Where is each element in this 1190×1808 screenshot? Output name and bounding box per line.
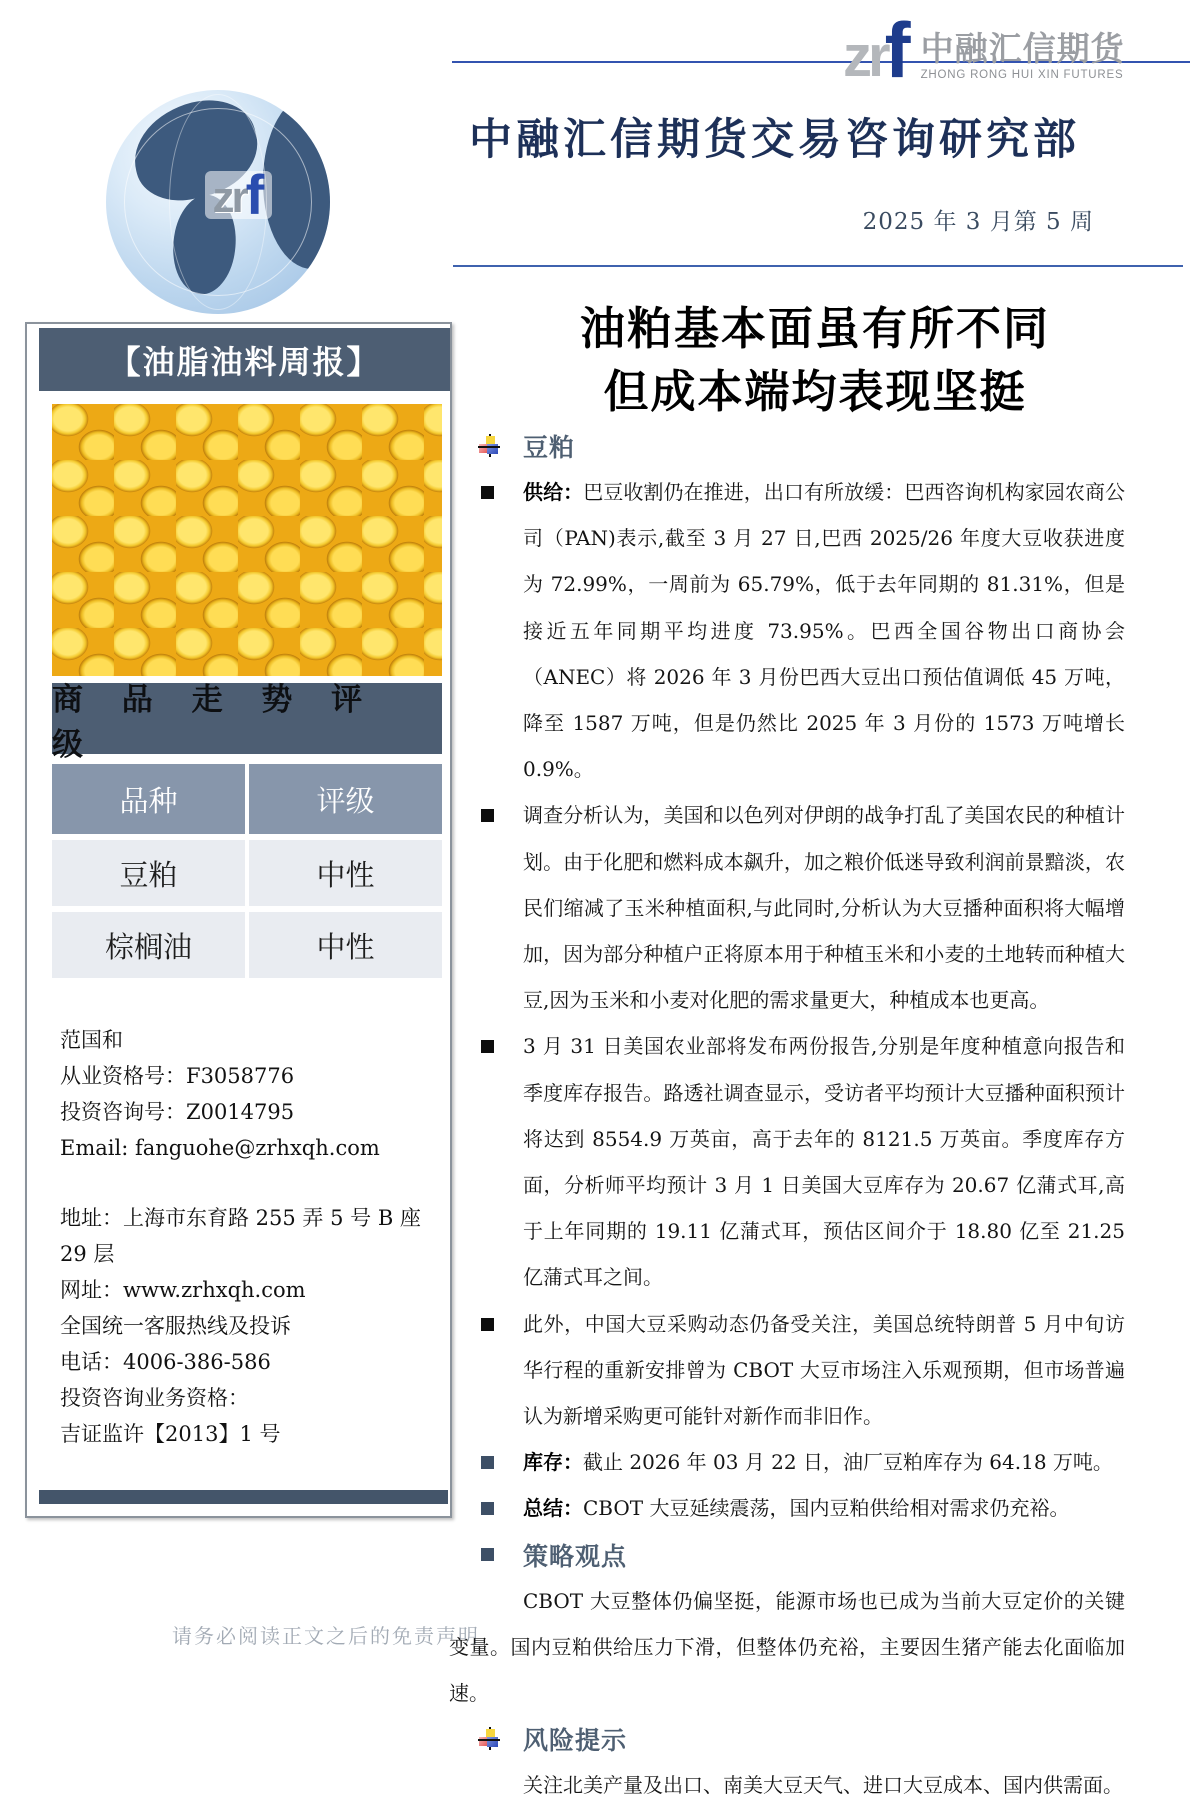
bullet-prefix: 供给： (523, 480, 584, 504)
bullet-supply (449, 469, 1125, 792)
rating-row-value: 中性 (249, 840, 442, 906)
rating-col-rating: 评级 (249, 764, 442, 834)
contact-license-no: 吉证监许【2013】1 号 (60, 1422, 281, 1446)
rating-table-title: 商 品 走 势 评 级 (52, 683, 442, 754)
sidebar (25, 322, 452, 1518)
table-row (52, 912, 442, 978)
rating-col-variety: 品种 (52, 764, 245, 834)
section-heading-soymeal (449, 423, 1125, 469)
analyst-email-link[interactable]: Email: fanguohe@zrhxqh.com (60, 1136, 380, 1160)
bullet-china-purchases (449, 1301, 1125, 1440)
rating-table-header-row (52, 764, 442, 834)
section-heading-strategy (449, 1532, 1125, 1578)
logo-company-name-cn: 中融汇信期货 (920, 29, 1125, 67)
bullet-square-icon (481, 1040, 494, 1053)
globe-logo-image (106, 90, 330, 314)
bullet-square-icon (481, 1502, 494, 1515)
bullet-survey-analysis (449, 792, 1125, 1023)
globe-zrf-badge (205, 162, 273, 226)
rating-row-variety: 豆粕 (52, 840, 245, 906)
bullet-inventory (449, 1439, 1125, 1485)
report-title-line1: 油粕基本面虽有所不同 (579, 302, 1050, 355)
contact-license-label: 投资咨询业务资格： (60, 1386, 249, 1410)
bullet-text: 3 月 31 日美国农业部将发布两份报告,分别是年度种植意向报告和季度库存报告。路透社调查显示，受访者平均预计大豆播种面积预计将达到 8554.9 万英亩，高于去年的 8121.5 万英亩。季度库存方面，分析师平均预计 3 月 1 日美国大豆库存为 20.67 亿蒲式耳,高于上年同期的 19.11 亿蒲式耳，预估区间介于 18.80 亿至 21.25 亿蒲式耳之间。 (523, 1034, 1125, 1290)
colored-plus-icon (479, 436, 499, 456)
bullet-square-icon (481, 1548, 494, 1561)
rating-row-variety: 棕榈油 (52, 912, 245, 978)
bullet-square-icon (481, 1456, 494, 1469)
bullet-text: CBOT 大豆延续震荡，国内豆粕供给相对需求仍充裕。 (583, 1496, 1070, 1521)
company-logo (843, 6, 1125, 94)
bullet-text: 截止 2026 年 03 月 22 日，油厂豆粕库存为 64.18 万吨。 (583, 1450, 1113, 1475)
logo-zr-text: zr (843, 23, 887, 89)
analyst-info (60, 1022, 380, 1166)
analyst-name: 范国和 (60, 1028, 123, 1052)
analyst-advisory-no: 投资咨询号：Z0014795 (60, 1100, 295, 1124)
logo-f-text: f (884, 6, 911, 94)
bullet-square-icon (481, 1318, 494, 1331)
rating-table (52, 764, 442, 984)
contact-hotline-label: 全国统一客服热线及投诉 (60, 1314, 291, 1338)
sidebar-bottom-bar (39, 1490, 448, 1504)
rating-row-value: 中性 (249, 912, 442, 978)
bullet-text: 巴豆收割仍在推进，出口有所放缓：巴西咨询机构家园农商公司（PAN)表示,截至 3 月 27 日,巴西 2025/26 年度大豆收获进度为 72.99%，一周前为 65.79%，低于去年同期的 81.31%，但是接近五年同期平均进度 73.95%。巴西全国谷物出口商协会（ANEC）将 2026 年 3 月份巴西大豆出口预估值调低 45 万吨，降至 1587 万吨，但是仍然比 2025 年 3 月份的 1573 万吨增长 0.9%。 (523, 480, 1126, 782)
strategy-paragraph: CBOT 大豆整体仍偏坚挺，能源市场也已成为当前大豆定价的关键变量。国内豆粕供给压力下滑，但整体仍充裕，主要因生猪产能去化面临加速。 (449, 1588, 1125, 1706)
contact-info (60, 1200, 450, 1452)
contact-address: 地址：上海市东育路 255 弄 5 号 B 座 29 层 (60, 1206, 421, 1266)
main-content (449, 283, 1125, 1808)
bullet-summary (449, 1485, 1125, 1531)
bullet-prefix: 总结： (523, 1496, 583, 1521)
bullet-usda-reports (449, 1023, 1125, 1300)
weekly-report-banner: 【油脂油料周报】 (39, 328, 450, 391)
globe-zr-text: zr (212, 172, 246, 222)
table-row (52, 840, 442, 906)
header-divider (453, 265, 1183, 267)
soybean-photo (52, 404, 442, 676)
issue-week: 2025 年 3 月第 5 周 (862, 209, 1094, 235)
report-title-line2: 但成本端均表现坚挺 (603, 365, 1027, 418)
section-heading-label: 豆粕 (523, 433, 576, 462)
report-title (449, 283, 1125, 423)
section-heading-label: 风险提示 (523, 1726, 628, 1756)
section-heading-label: 策略观点 (523, 1541, 628, 1571)
logo-company-name-en: ZHONG RONG HUI XIN FUTURES (920, 68, 1124, 81)
bullet-square-icon (481, 486, 494, 499)
bullet-text: 此外，中国大豆采购动态仍备受关注，美国总统特朗普 5 月中旬访华行程的重新安排曾为 CBOT 大豆市场注入乐观预期，但市场普遍认为新增采购更可能针对新作而非旧作。 (523, 1311, 1125, 1429)
contact-phone: 电话：4006-386-586 (60, 1350, 271, 1374)
globe-f-text: f (245, 162, 265, 226)
section-heading-risk (449, 1716, 1125, 1762)
contact-website-link[interactable]: 网址：www.zrhxqh.com (60, 1278, 306, 1302)
analyst-qualification: 从业资格号：F3058776 (60, 1064, 295, 1088)
colored-plus-icon (479, 1729, 499, 1749)
page-title: 中融汇信期货交易咨询研究部 (469, 115, 1080, 165)
footer-disclaimer: 请务必阅读正文之后的免责声明 (172, 1624, 480, 1648)
bullet-text: 调查分析认为，美国和以色列对伊朗的战争打乱了美国农民的种植计划。由于化肥和燃料成本飙升，加之粮价低迷导致利润前景黯淡，农民们缩减了玉米种植面积,与此同时,分析认为大豆播种面积将大幅增加，因为部分种植户正将原本用于种植玉米和小麦的土地转而种植大豆,因为玉米和小麦对化肥的需求量更大，种植成本也更高。 (523, 803, 1125, 1013)
bullet-square-icon (481, 809, 494, 822)
risk-paragraph: 关注北美产量及出口、南美大豆天气、进口大豆成本、国内供需面。 (523, 1773, 1123, 1798)
bullet-prefix: 库存： (523, 1450, 583, 1475)
